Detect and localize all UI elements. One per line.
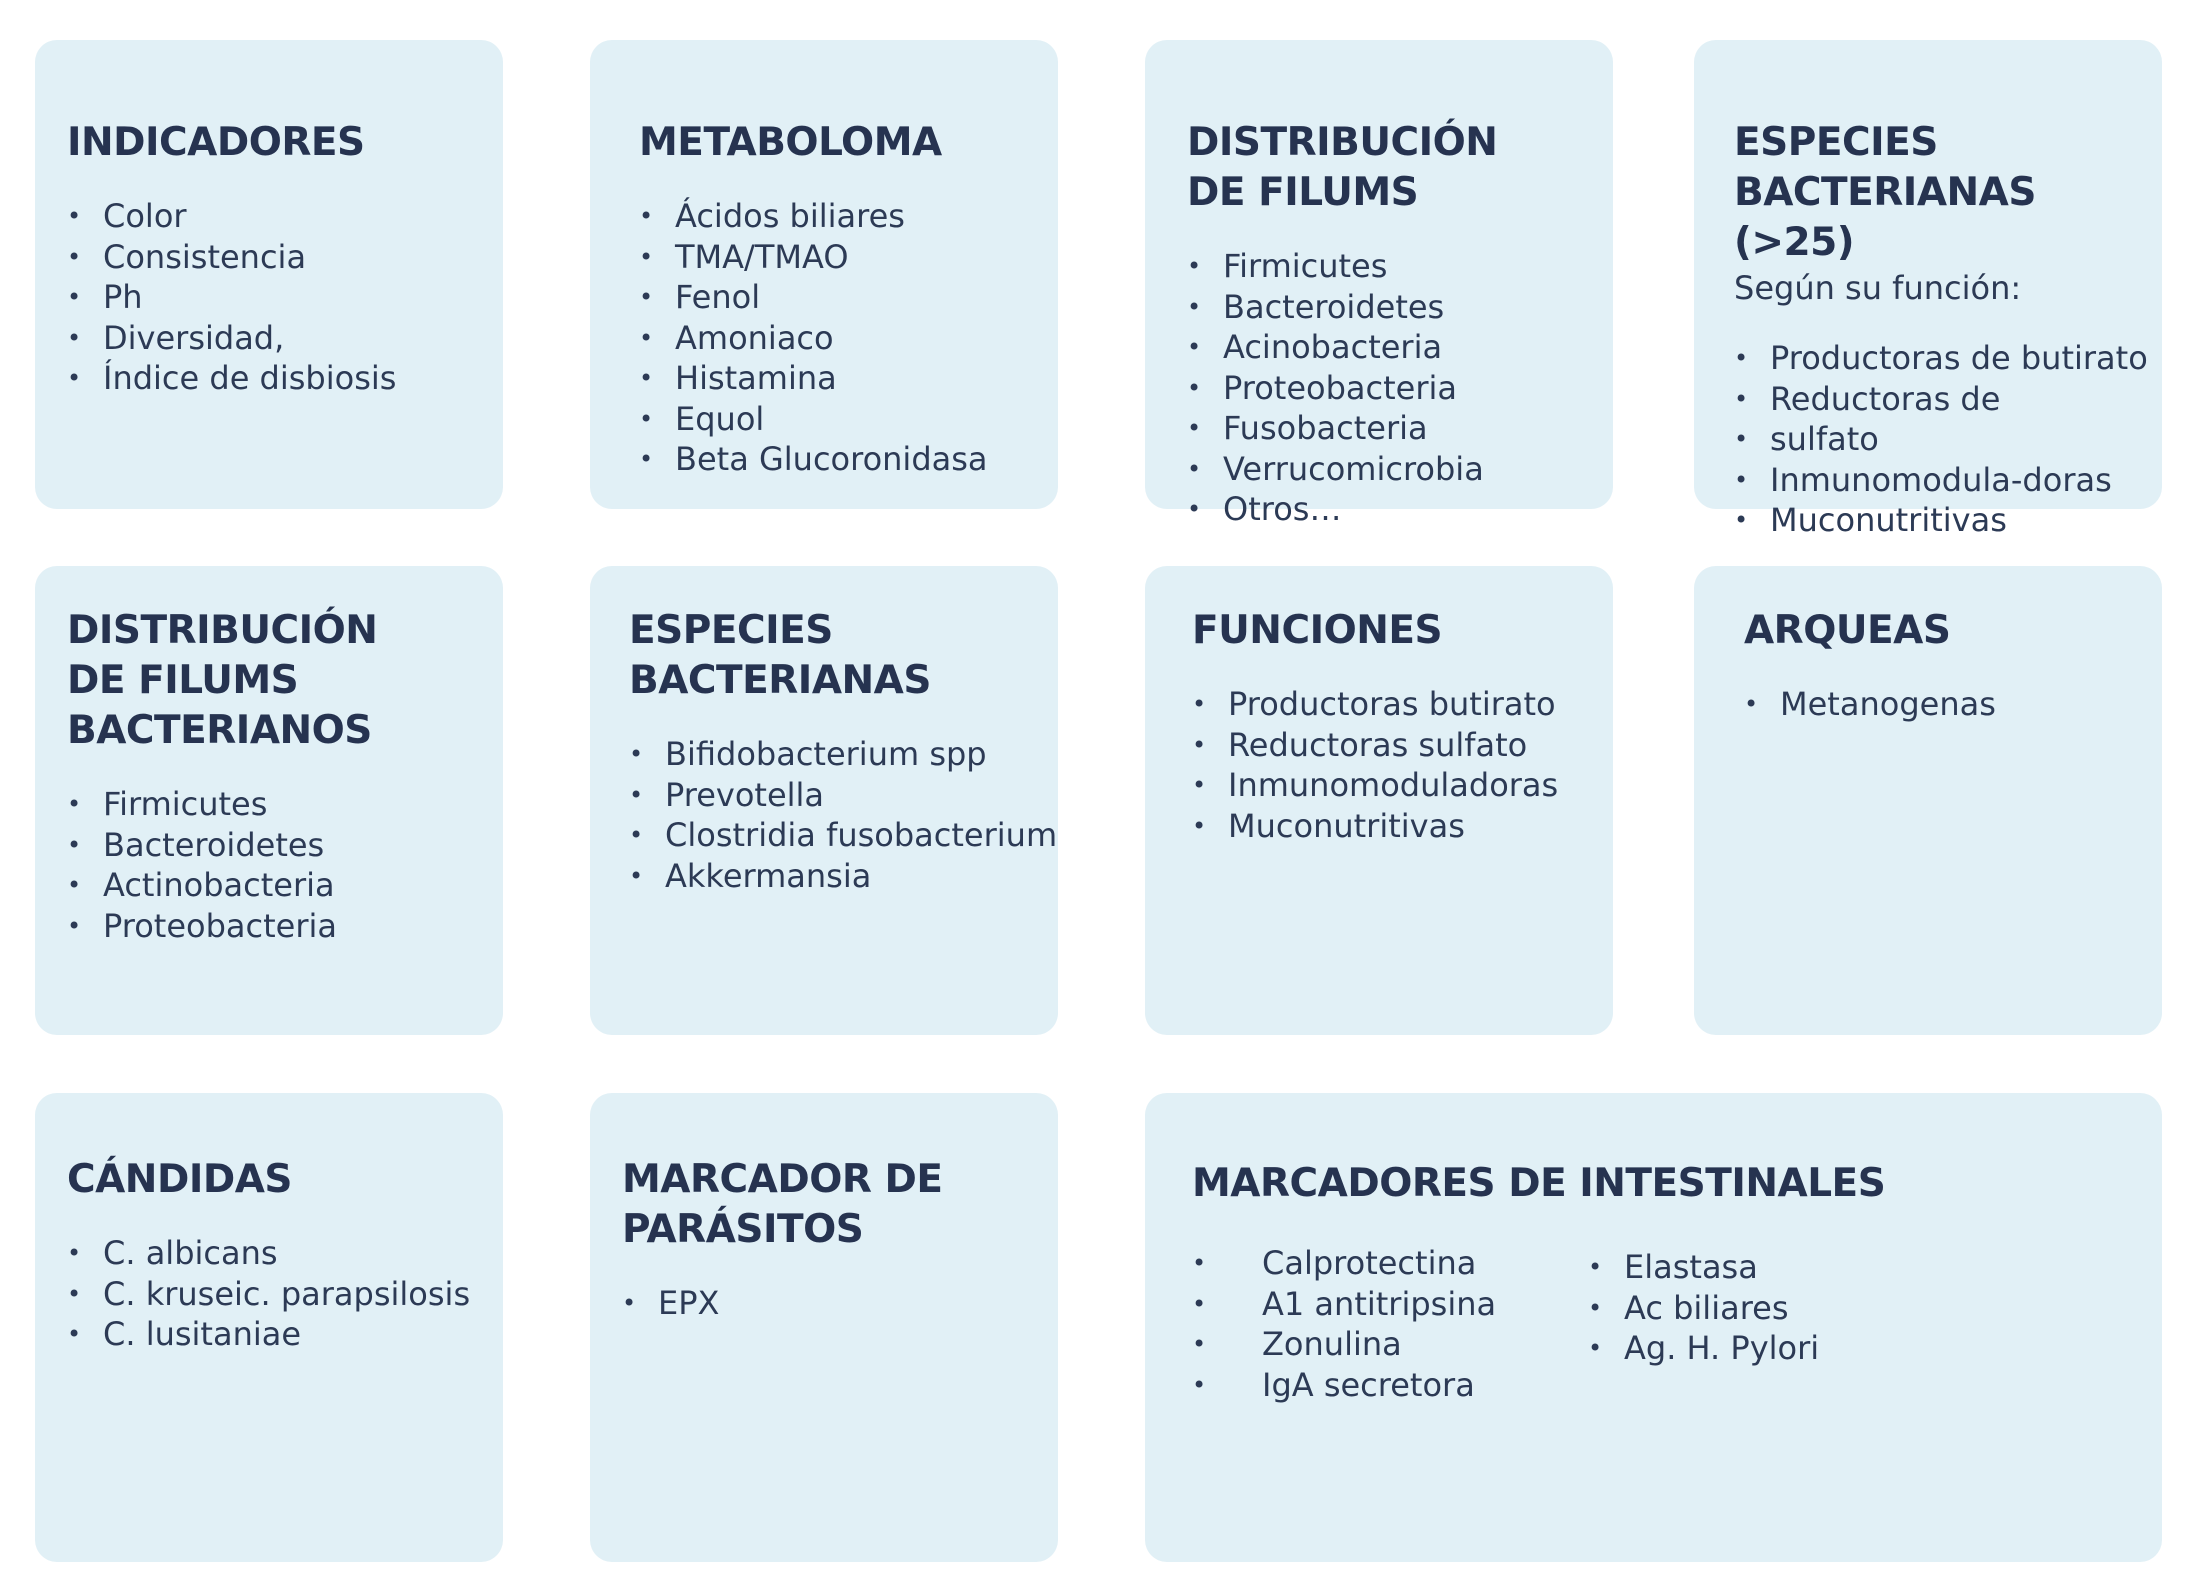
item-list (67, 784, 377, 946)
title-line: MARCADOR DE (622, 1157, 943, 1202)
title-line: ESPECIES (629, 608, 833, 653)
title-line: BACTERIANAS (629, 658, 931, 703)
item-list (629, 734, 1057, 896)
card-title: INDICADORES (67, 120, 365, 165)
card-marcador-parasitos (590, 1093, 1058, 1562)
list-item: • Calprotectina (1192, 1243, 1496, 1284)
list-item: • Metanogenas (1744, 684, 1996, 725)
item-list (1734, 338, 2162, 541)
list-item: • Histamina (639, 358, 988, 399)
list-item: • Bacteroidetes (1187, 287, 1497, 328)
list-item: • Color (67, 196, 396, 237)
item-list-right (1588, 1247, 1819, 1369)
item-list (1192, 684, 1558, 846)
list-item: • Verrucomicrobia (1187, 449, 1497, 490)
list-item: • C. albicans (67, 1233, 470, 1274)
title-line: DISTRIBUCIÓN (67, 608, 378, 653)
list-item: • Proteobacteria (67, 906, 377, 947)
item-list (639, 196, 988, 480)
list-item: • Bacteroidetes (67, 825, 377, 866)
item-list (1744, 684, 1996, 725)
card-metaboloma (590, 40, 1058, 509)
list-item: • Ag. H. Pylori (1588, 1328, 1819, 1369)
title-line: BACTERIANAS (>25) (1734, 170, 2036, 265)
list-item: • Actinobacteria (67, 865, 377, 906)
list-item: • Firmicutes (1187, 246, 1497, 287)
card-arqueas (1694, 566, 2162, 1035)
title-line: DISTRIBUCIÓN (1187, 120, 1498, 165)
card-title: CÁNDIDAS (67, 1157, 292, 1202)
list-item: • Consistencia (67, 237, 396, 278)
list-item: • Clostridia fusobacterium (629, 815, 1057, 856)
card-title: FUNCIONES (1192, 608, 1443, 653)
list-item: • Reductoras sulfato (1192, 725, 1558, 766)
card-indicadores (35, 40, 503, 509)
title-line: DE FILUMS (1187, 170, 1419, 215)
list-item: • Productoras de butirato (1734, 338, 2162, 379)
card-title (622, 1155, 942, 1255)
list-item: • Diversidad, (67, 318, 396, 359)
list-item: • Muconutritivas (1192, 806, 1558, 847)
list-item: • Akkermansia (629, 856, 1057, 897)
list-item: • Muconutritivas (1734, 500, 2162, 541)
item-list (67, 196, 396, 399)
item-list (622, 1283, 942, 1324)
list-item: • TMA/TMAO (639, 237, 988, 278)
card-title (67, 606, 377, 756)
card-title (1187, 118, 1497, 218)
list-item: • Equol (639, 399, 988, 440)
list-item: • Reductoras de (1734, 379, 2162, 420)
list-item: • Índice de disbiosis (67, 358, 396, 399)
list-item: • Beta Glucoronidasa (639, 439, 988, 480)
item-list (1187, 246, 1497, 530)
list-item: • C. lusitaniae (67, 1314, 470, 1355)
card-title: ARQUEAS (1744, 608, 1951, 653)
list-item: • Fenol (639, 277, 988, 318)
list-item: • Firmicutes (67, 784, 377, 825)
card-marcadores-intestinales (1145, 1093, 2162, 1562)
list-item: • Prevotella (629, 775, 1057, 816)
list-item: • A1 antitripsina (1192, 1284, 1496, 1325)
card-especies-bacterianas (590, 566, 1058, 1035)
list-item: • Bifidobacterium spp (629, 734, 1057, 775)
list-item: • Otros… (1187, 489, 1497, 530)
card-distribucion-filums (1145, 40, 1613, 528)
list-item: • IgA secretora (1192, 1365, 1496, 1406)
item-list-left (1192, 1243, 1496, 1405)
card-distribucion-filums-bacterianos (35, 566, 503, 1035)
title-line: DE FILUMS (67, 658, 299, 703)
card-title: METABOLOMA (639, 120, 942, 165)
title-line: PARÁSITOS (622, 1207, 864, 1252)
list-item: • Fusobacteria (1187, 408, 1497, 449)
list-item: • EPX (622, 1283, 942, 1324)
list-item: • Proteobacteria (1187, 368, 1497, 409)
list-item: • Ph (67, 277, 396, 318)
list-item: • Productoras butirato (1192, 684, 1558, 725)
card-funciones (1145, 566, 1613, 1035)
list-item: • sulfato (1734, 419, 2162, 460)
list-item: • Inmunomoduladoras (1192, 765, 1558, 806)
card-subtitle: Según su función: (1734, 269, 2022, 307)
card-title: MARCADORES DE INTESTINALES (1192, 1161, 1886, 1206)
card-candidas (35, 1093, 503, 1562)
list-item: • Ácidos biliares (639, 196, 988, 237)
title-line: ESPECIES (1734, 120, 1938, 165)
card-title (629, 606, 1057, 706)
list-item: • C. kruseic. parapsilosis (67, 1274, 470, 1315)
list-item: • Ac biliares (1588, 1288, 1819, 1329)
list-item: • Amoniaco (639, 318, 988, 359)
list-item: • Elastasa (1588, 1247, 1819, 1288)
title-line: BACTERIANOS (67, 708, 372, 753)
list-item: • Zonulina (1192, 1324, 1496, 1365)
list-item: • Acinobacteria (1187, 327, 1497, 368)
list-item: • Inmunomodula-doras (1734, 460, 2162, 501)
item-list (67, 1233, 470, 1355)
card-especies-bacterianas-25 (1694, 40, 2162, 539)
card-title (1734, 118, 2162, 268)
